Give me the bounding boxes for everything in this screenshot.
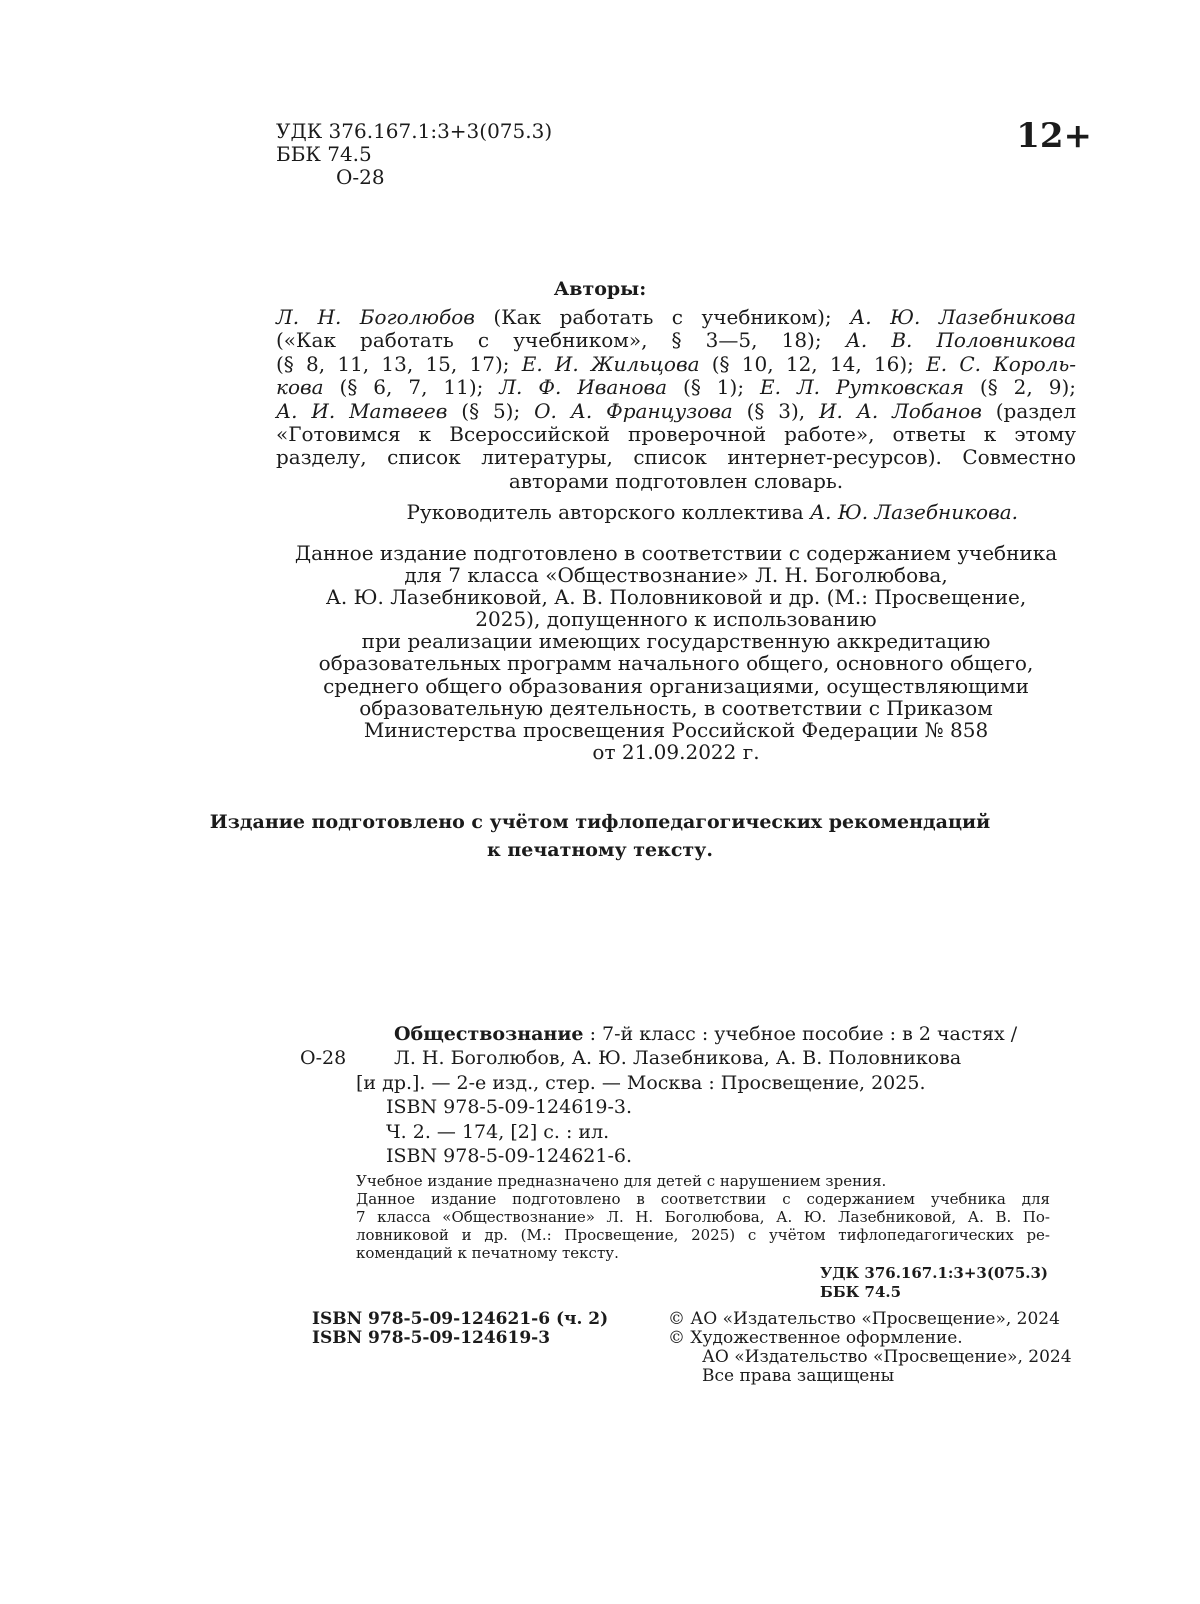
author-name: И. А. Лобанов — [819, 398, 982, 423]
authors-list — [276, 306, 1076, 493]
copyright-line-1: © АО «Издательство «Просвещение», 2024 — [668, 1309, 1060, 1329]
author-name: А. И. Матвеев — [276, 398, 448, 423]
authors-text: («Как работать с учебником», § 3—5, 18); — [276, 328, 846, 353]
author-name: О. А. Французова — [534, 398, 733, 423]
authors-text: (§ 8, 11, 13, 15, 17); — [276, 351, 522, 376]
footer-codes — [820, 1264, 1048, 1302]
basis-line: образовательных программ начального общего, основного общего, — [318, 651, 1034, 676]
age-rating: 12+ — [1016, 116, 1092, 156]
annotation-line: ловниковой и др. (М.: Просвещение, 2025) с учётом тифлопедагогических ре- — [356, 1226, 1050, 1244]
authors-line — [276, 446, 1076, 469]
authors-text: авторами подготовлен словарь. — [508, 468, 844, 493]
udk-code: УДК 376.167.1:3+3(075.3) — [276, 119, 553, 143]
isbn-block — [312, 1310, 608, 1348]
basis-line: при реализации имеющих государственную аккредитацию — [361, 629, 991, 654]
tiflo-line: Издание подготовлено с учётом тифлопедагогических рекомендаций — [209, 811, 991, 833]
catalog-line-5: Ч. 2. — 174, [2] с. : ил. — [386, 1120, 610, 1143]
authors-line — [276, 400, 1076, 423]
catalog-code: О-28 — [300, 1047, 347, 1070]
catalog-line-4: ISBN 978-5-09-124619-3. — [386, 1096, 633, 1119]
basis-line: среднего общего образования организациями, осуществляющими — [323, 673, 1029, 698]
footer-bbk: ББК 74.5 — [820, 1283, 902, 1301]
annotation-line: комендаций к печатному тексту. — [356, 1244, 619, 1262]
catalog-line-6: ISBN 978-5-09-124621-6. — [386, 1145, 633, 1168]
tiflo-line: к печатному тексту. — [487, 839, 713, 861]
bbk-code: ББК 74.5 — [276, 142, 372, 166]
isbn-part2: ISBN 978-5-09-124621-6 (ч. 2) — [312, 1309, 609, 1329]
footer-udk: УДК 376.167.1:3+3(075.3) — [820, 1264, 1049, 1282]
catalog-line-1: Обществознание : 7-й класс : учебное пособие : в 2 частях / — [394, 1023, 1018, 1045]
basis-line: для 7 класса «Обществознание» Л. Н. Боголюбова, — [404, 563, 948, 588]
basis-line: А. Ю. Лазебниковой, А. В. Половниковой и др. (М.: Просвещение, — [325, 585, 1027, 610]
authors-line — [276, 306, 1076, 329]
authors-text: (§ 10, 12, 14, 16); — [699, 351, 927, 376]
authors-line — [276, 423, 1076, 446]
basis-line: 2025), допущенного к использованию — [475, 607, 877, 632]
authors-text: (§ 6, 7, 11); — [323, 375, 500, 400]
annotation-line: Данное издание подготовлено в соответствии с содержанием учебника для — [356, 1190, 1050, 1208]
author-name: Е. И. Жильцова — [521, 351, 700, 376]
author-name: А. Ю. Лазебникова — [850, 305, 1076, 329]
basis-statement — [276, 542, 1076, 763]
catalog-record — [300, 1022, 1060, 1168]
annotation-line: Учебное издание предназначено для детей с нарушением зрения. — [356, 1172, 887, 1190]
author-name: А. В. Половникова — [845, 328, 1076, 353]
authors-text: (раздел — [981, 398, 1077, 423]
author-name: кова — [276, 375, 324, 400]
basis-line: образовательную деятельность, в соответствии с Приказом — [359, 695, 993, 720]
authors-text: «Готовимся к Всероссийской проверочной работе», ответы к этому — [276, 422, 1076, 447]
annotation-line: 7 класса «Обществознание» Л. Н. Боголюбова, А. Ю. Лазебниковой, А. В. По- — [356, 1208, 1050, 1226]
authors-line — [276, 329, 1076, 352]
author-mark: О-28 — [336, 165, 385, 189]
authors-line — [276, 376, 1076, 399]
authors-text: (§ 1); — [667, 375, 761, 400]
authors-text: (Как работать с учебником); — [474, 305, 851, 329]
authors-text: (§ 3), — [732, 398, 820, 423]
catalog-title: Обществознание — [394, 1023, 584, 1045]
author-name: Е. С. Король- — [926, 351, 1077, 376]
team-leader-prefix: Руководитель авторского коллектива — [406, 500, 811, 524]
team-leader-name: А. Ю. Лазебникова. — [810, 500, 1018, 524]
basis-line: Министерства просвещения Российской Федерации № 858 — [363, 717, 989, 742]
copyright-line-3: АО «Издательство «Просвещение», 2024 — [702, 1347, 1072, 1367]
authors-text: разделу, список литературы, список интернет-ресурсов). Совместно — [276, 445, 1076, 470]
catalog-line-2: О-28 Л. Н. Боголюбов, А. Ю. Лазебникова, А. В. Половникова — [300, 1047, 962, 1070]
basis-line: Данное издание подготовлено в соответствии с содержанием учебника — [294, 541, 1058, 565]
author-name: Л. Н. Боголюбов — [276, 305, 475, 329]
authors-text: (§ 5); — [447, 398, 535, 423]
isbn-total: ISBN 978-5-09-124619-3 — [312, 1328, 551, 1348]
copyright-block — [668, 1310, 1072, 1386]
basis-line: от 21.09.2022 г. — [592, 739, 760, 764]
authors-line — [276, 353, 1076, 376]
classification-codes — [276, 120, 552, 189]
authors-line — [276, 470, 1076, 493]
rights-reserved: Все права защищены — [702, 1366, 895, 1386]
authors-title: Авторы: — [553, 278, 647, 300]
author-name: Л. Ф. Иванова — [499, 375, 668, 400]
copyright-line-2: © Художественное оформление. — [668, 1328, 963, 1348]
authors-text: (§ 2, 9); — [963, 375, 1076, 400]
catalog-line-3: [и др.]. — 2-е изд., стер. — Москва : Просвещение, 2025. — [356, 1071, 926, 1094]
team-leader — [276, 500, 1076, 524]
author-name: Е. Л. Рутковская — [760, 375, 964, 400]
annotation — [356, 1172, 1050, 1262]
tiflo-note — [0, 808, 1200, 864]
